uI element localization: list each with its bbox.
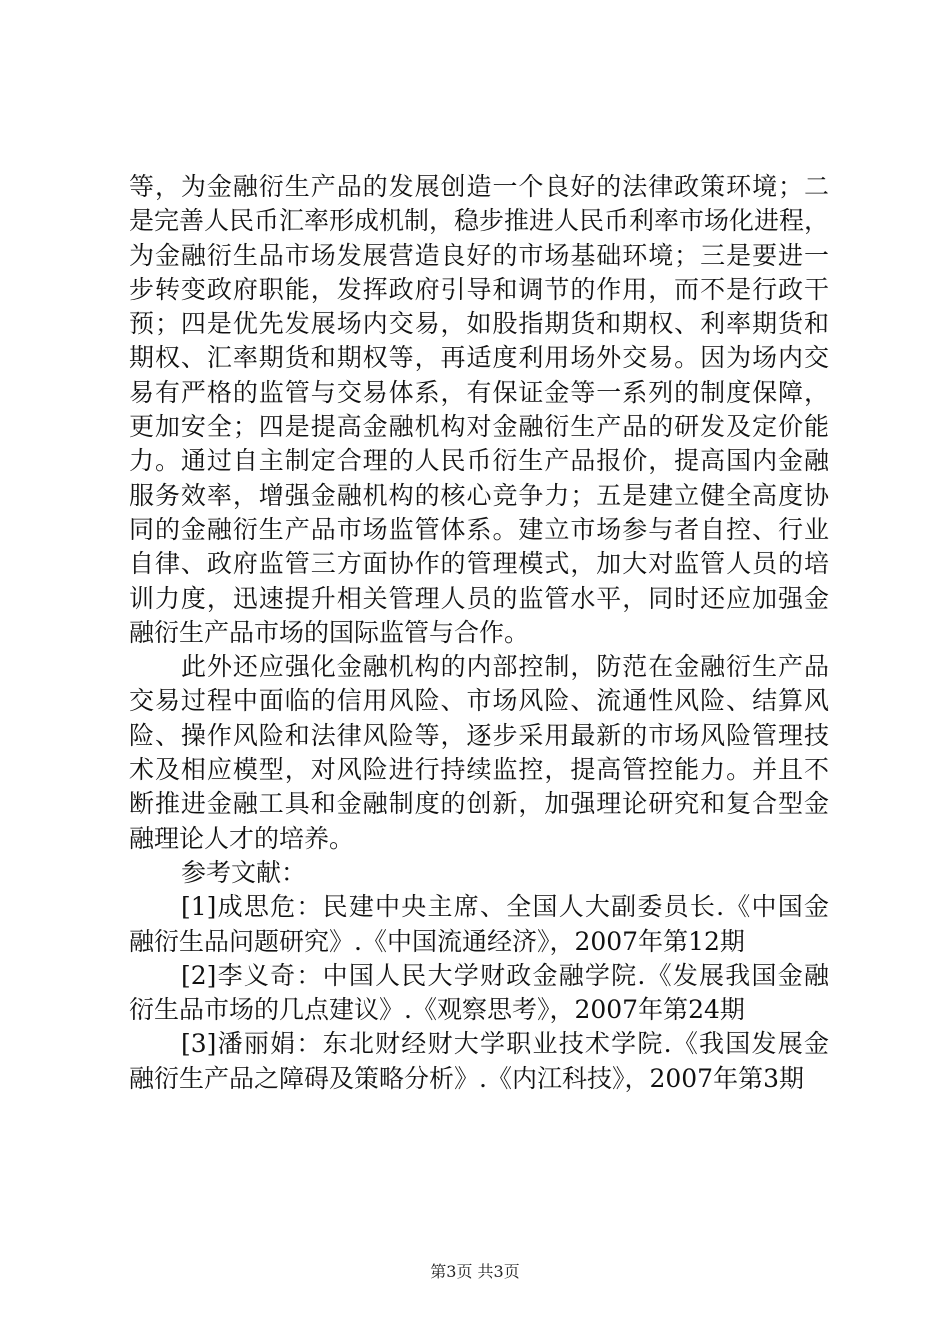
text-line: 力。通过自主制定合理的人民币衍生产品报价，提高国内金融: [129, 446, 829, 476]
text-line: 自律、政府监管三方面协作的管理模式，加大对监管人员的培: [129, 549, 829, 579]
text-line: 训力度，迅速提升相关管理人员的监管水平，同时还应加强金: [129, 583, 829, 613]
text-line: 融理论人才的培养。: [129, 823, 355, 853]
text-line: 期权、汇率期货和期权等，再适度利用场外交易。因为场内交: [129, 343, 829, 373]
text-line: 是完善人民币汇率形成机制，稳步推进人民币利率市场化进程，: [129, 206, 830, 236]
reference-item-continued: 融衍生产品之障碍及策略分析》.《内江科技》，2007年第3期: [129, 1063, 804, 1093]
text-line: 术及相应模型，对风险进行持续监控，提高管控能力。并且不: [129, 755, 829, 785]
page-number-footer: 第3页 共3页: [430, 1262, 520, 1281]
reference-item: [3]潘丽娟：东北财经财大学职业技术学院.《我国发展金: [181, 1029, 829, 1059]
text-line: 融衍生产品市场的国际监管与合作。: [129, 617, 530, 647]
text-line: 预；四是优先发展场内交易，如股指期货和期权、利率期货和: [129, 309, 829, 339]
text-line: 同的金融衍生产品市场监管体系。建立市场参与者自控、行业: [129, 514, 829, 544]
text-line: 交易过程中面临的信用风险、市场风险、流通性风险、结算风: [129, 686, 829, 716]
paragraph-first-line: 此外还应强化金融机构的内部控制，防范在金融衍生产品: [181, 652, 829, 682]
text-line: 更加安全；四是提高金融机构对金融衍生产品的研发及定价能: [129, 412, 829, 442]
text-line: 险、操作风险和法律风险等，逐步采用最新的市场风险管理技: [129, 720, 829, 750]
text-line: 等，为金融衍生产品的发展创造一个良好的法律政策环境；二: [129, 172, 829, 201]
reference-item: [1]成思危：民建中央主席、全国人大副委员长.《中国金: [181, 892, 829, 922]
references-heading: 参考文献：: [181, 857, 307, 887]
text-line: 为金融衍生品市场发展营造良好的市场基础环境；三是要进一: [129, 240, 829, 270]
text-line: 易有严格的监管与交易体系，有保证金等一系列的制度保障，: [129, 377, 829, 407]
text-line: 步转变政府职能，发挥政府引导和调节的作用，而不是行政干: [129, 274, 829, 304]
reference-item-continued: 融衍生品问题研究》.《中国流通经济》，2007年第12期: [129, 926, 745, 956]
text-line: 断推进金融工具和金融制度的创新，加强理论研究和复合型金: [129, 789, 829, 819]
body-text: [129, 170, 829, 1096]
reference-item-continued: 衍生品市场的几点建议》.《观察思考》，2007年第24期: [129, 995, 745, 1025]
text-line: 服务效率，增强金融机构的核心竞争力；五是建立健全高度协: [129, 480, 829, 510]
reference-item: [2]李义奇：中国人民大学财政金融学院.《发展我国金融: [181, 960, 829, 990]
